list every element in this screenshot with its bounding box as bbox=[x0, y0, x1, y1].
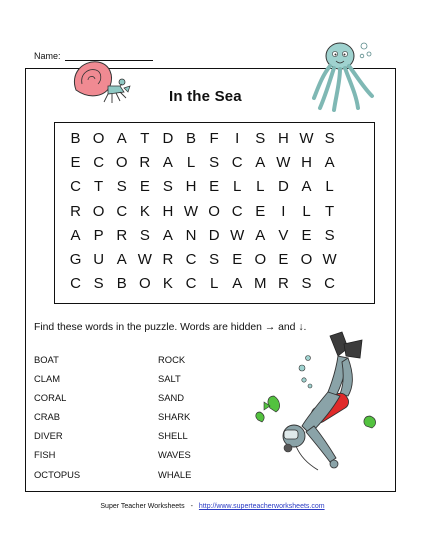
grid-letter: L bbox=[302, 202, 311, 220]
grid-letter: T bbox=[140, 130, 150, 147]
grid-letter: W bbox=[299, 130, 314, 147]
grid-row bbox=[64, 175, 341, 199]
octopus-icon bbox=[312, 38, 376, 112]
word-list-item: DIVER bbox=[34, 430, 63, 442]
word-list-item: SHELL bbox=[158, 430, 188, 442]
grid-letter: D bbox=[162, 130, 174, 147]
grid-letter: A bbox=[70, 226, 81, 244]
grid-letter: S bbox=[324, 130, 335, 147]
grid-letter: N bbox=[185, 226, 197, 244]
grid-letter: C bbox=[185, 275, 197, 293]
grid-letter: L bbox=[209, 275, 219, 293]
grid-letter: S bbox=[209, 250, 220, 268]
grid-letter: R bbox=[162, 250, 174, 268]
grid-letter: L bbox=[256, 178, 265, 196]
worksheet-title: In the Sea bbox=[169, 88, 242, 105]
grid-letter: E bbox=[232, 250, 243, 268]
grid-letter: R bbox=[277, 275, 289, 293]
footer-separator: - bbox=[190, 503, 193, 510]
grid-letter: L bbox=[233, 178, 242, 196]
grid-letter: B bbox=[70, 130, 81, 147]
word-list-item: CRAB bbox=[34, 411, 61, 423]
grid-letter: A bbox=[116, 250, 127, 268]
grid-letter: O bbox=[300, 250, 313, 268]
grid-letter: G bbox=[69, 250, 82, 268]
grid-letter: A bbox=[324, 154, 335, 172]
hermit-crab-icon bbox=[68, 56, 134, 108]
grid-row bbox=[64, 200, 341, 224]
grid-letter: S bbox=[93, 275, 104, 293]
grid-letter: E bbox=[139, 178, 150, 196]
grid-letter: W bbox=[183, 202, 199, 220]
grid-letter: C bbox=[324, 275, 335, 293]
grid-letter: R bbox=[70, 202, 81, 220]
grid-letter: B bbox=[116, 275, 127, 293]
grid-letter: O bbox=[208, 202, 220, 220]
grid-letter: L bbox=[186, 154, 196, 172]
word-list-column-2 bbox=[158, 350, 191, 484]
grid-letter: C bbox=[116, 202, 128, 220]
grid-letter: W bbox=[276, 154, 291, 172]
grid-letter: H bbox=[277, 130, 289, 147]
grid-letter: C bbox=[231, 154, 243, 172]
grid-letter: T bbox=[94, 178, 104, 196]
grid-letter: C bbox=[231, 202, 243, 220]
grid-letter: U bbox=[93, 250, 105, 268]
grid-letter: A bbox=[255, 154, 266, 172]
letter-grid bbox=[64, 127, 341, 296]
word-list-item: CORAL bbox=[34, 392, 67, 404]
footer bbox=[0, 503, 425, 510]
grid-letter: K bbox=[162, 275, 173, 293]
grid-letter: M bbox=[254, 275, 267, 293]
scuba-diver-icon bbox=[244, 330, 384, 488]
word-list-item: ROCK bbox=[158, 354, 186, 365]
grid-letter: C bbox=[185, 250, 197, 268]
grid-letter: E bbox=[255, 202, 266, 220]
word-list-item: SALT bbox=[158, 373, 181, 385]
word-list-item: CLAM bbox=[34, 373, 61, 385]
word-search-grid bbox=[54, 122, 375, 304]
grid-letter: S bbox=[255, 130, 266, 147]
word-list-item: WAVES bbox=[158, 449, 191, 461]
grid-letter: E bbox=[278, 250, 289, 268]
grid-letter: W bbox=[322, 250, 337, 268]
footer-site: Super Teacher Worksheets bbox=[100, 503, 185, 510]
grid-letter: H bbox=[162, 202, 174, 220]
grid-letter: A bbox=[255, 226, 266, 244]
grid-letter: R bbox=[139, 154, 151, 172]
grid-letter: I bbox=[281, 202, 286, 220]
grid-letter: O bbox=[138, 275, 151, 293]
grid-letter: D bbox=[277, 178, 289, 196]
grid-letter: S bbox=[209, 154, 220, 172]
grid-letter: C bbox=[70, 275, 81, 293]
grid-letter: W bbox=[137, 250, 152, 268]
grid-letter: I bbox=[235, 130, 240, 147]
grid-letter: E bbox=[70, 154, 81, 172]
grid-letter: V bbox=[278, 226, 289, 244]
grid-letter: R bbox=[116, 226, 128, 244]
grid-letter: S bbox=[139, 226, 150, 244]
footer-url-link[interactable]: http://www.superteacherworksheets.com bbox=[198, 503, 325, 510]
grid-letter: E bbox=[209, 178, 220, 196]
grid-letter: P bbox=[93, 226, 104, 244]
name-label: Name: bbox=[34, 51, 61, 61]
grid-letter: O bbox=[92, 202, 105, 220]
grid-letter: S bbox=[301, 275, 312, 293]
word-list-column-1 bbox=[34, 350, 80, 484]
grid-letter: C bbox=[70, 178, 81, 196]
grid-letter: C bbox=[93, 154, 105, 172]
word-list-item: FISH bbox=[34, 449, 56, 461]
grid-letter: L bbox=[325, 178, 334, 196]
word-list-item: SHARK bbox=[158, 411, 191, 423]
grid-letter: B bbox=[186, 130, 197, 147]
grid-letter: W bbox=[230, 226, 245, 244]
grid-letter: A bbox=[301, 178, 312, 196]
word-list-item: SAND bbox=[158, 392, 185, 404]
grid-letter: F bbox=[209, 130, 219, 147]
grid-letter: D bbox=[208, 226, 220, 244]
word-list-item: WHALE bbox=[158, 468, 192, 480]
grid-letter: O bbox=[115, 154, 128, 172]
grid-letter: S bbox=[324, 226, 335, 244]
word-list-item: OCTOPUS bbox=[34, 468, 81, 480]
grid-letter: O bbox=[92, 130, 105, 147]
grid-letter: A bbox=[232, 275, 243, 293]
grid-letter: H bbox=[301, 154, 312, 172]
grid-letter: A bbox=[116, 130, 127, 147]
grid-letter: T bbox=[324, 202, 335, 220]
grid-letter: A bbox=[162, 154, 173, 172]
word-list-item: BOAT bbox=[34, 354, 59, 365]
grid-row bbox=[64, 248, 341, 272]
grid-letter: S bbox=[162, 178, 173, 196]
grid-row bbox=[64, 272, 341, 296]
grid-letter: E bbox=[301, 226, 312, 244]
grid-letter: H bbox=[185, 178, 197, 196]
grid-row bbox=[64, 127, 341, 151]
grid-letter: S bbox=[116, 178, 127, 196]
grid-row bbox=[64, 151, 341, 175]
grid-letter: K bbox=[139, 202, 150, 220]
grid-letter: O bbox=[254, 250, 267, 268]
grid-letter: A bbox=[162, 226, 173, 244]
instructions: Find these words in the puzzle. Words are hidden → and ↓. bbox=[34, 322, 307, 333]
grid-row bbox=[64, 224, 341, 248]
